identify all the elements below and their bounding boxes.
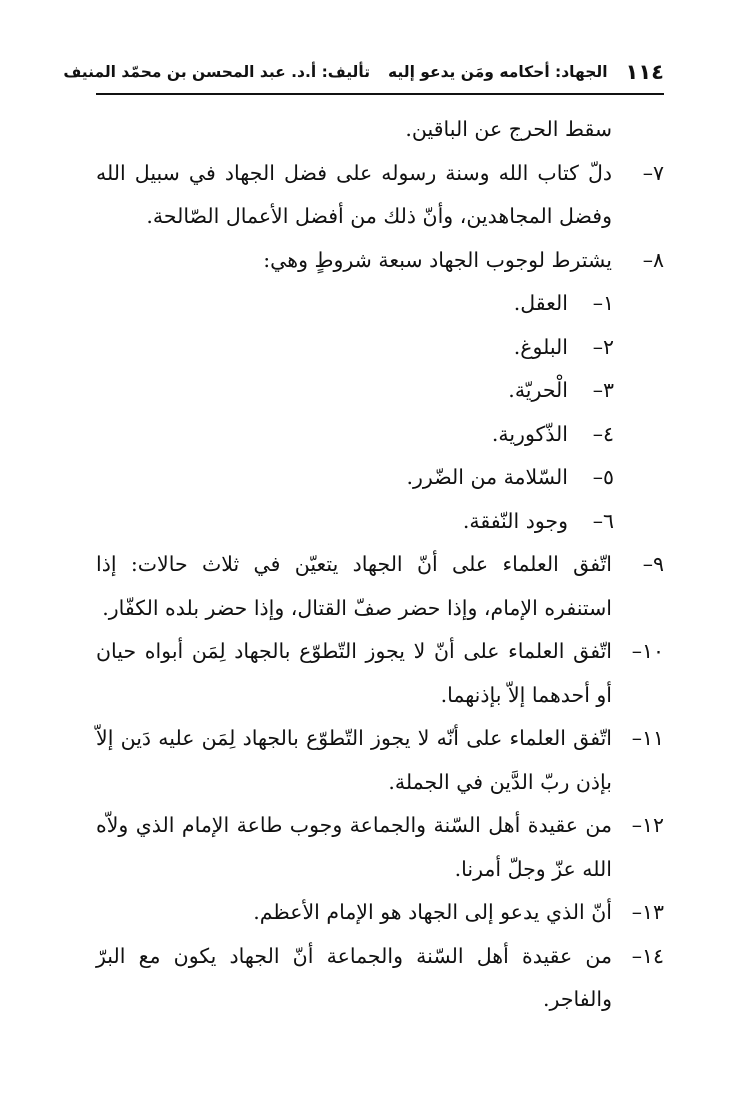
item-number: ١٠–	[631, 639, 664, 663]
list-item-12	[96, 804, 664, 891]
item-number: ١٣–	[631, 900, 664, 924]
item-text: دلّ كتاب الله وسنة رسوله على فضل الجهاد في سبيل الله وفضل المجاهدين، وأنّ ذلك من أفضل الأعمال الصّالحة.	[96, 160, 612, 228]
item-number: ١٢–	[631, 813, 664, 837]
item-number: ٧–	[642, 160, 664, 185]
condition-number: ٤–	[592, 421, 614, 446]
condition-text: البلوغ.	[513, 334, 568, 359]
condition-item	[96, 500, 664, 544]
condition-text: الْحريّة.	[508, 378, 568, 402]
list-item-13	[96, 891, 664, 935]
author-line: تأليف: أ.د. عبد المحسن بن محمّد المنيف	[63, 63, 371, 81]
condition-number: ٢–	[592, 334, 614, 359]
condition-number: ٥–	[592, 465, 614, 489]
condition-text: العقل.	[513, 291, 568, 315]
condition-text: وجود النّفقة.	[462, 508, 568, 533]
item-number: ١١–	[631, 726, 664, 750]
item-number: ١٤–	[631, 943, 664, 968]
running-header	[63, 52, 664, 92]
continued-line: سقط الحرج عن الباقين.	[405, 117, 612, 141]
item-text: يشترط لوجوب الجهاد سبعة شروطٍ وهي:	[263, 247, 612, 272]
condition-text: السّلامة من الضّرر.	[406, 465, 568, 489]
condition-item	[96, 413, 664, 457]
item-text: من عقيدة أهل السّنة والجماعة وجوب طاعة الإمام الذي ولاّه الله عزّ وجلّ أمرنا.	[96, 813, 612, 881]
list-item-10	[96, 630, 664, 717]
condition-item	[96, 456, 664, 500]
item-text: من عقيدة أهل السّنة والجماعة أنّ الجهاد يكون مع البرّ والفاجر.	[96, 943, 612, 1011]
item-number: ٨–	[642, 247, 664, 272]
page-number: ١١٤	[625, 60, 664, 84]
condition-item	[96, 326, 664, 370]
item-text: اتّفق العلماء على أنّ لا يجوز التّطوّع بالجهاد لِمَن أبواه حيان أو أحدهما إلاّ بإذنهما.	[96, 639, 612, 707]
condition-item	[96, 369, 664, 413]
condition-text: الذّكورية.	[491, 421, 568, 446]
condition-number: ٦–	[592, 508, 614, 533]
item-number: ٩–	[642, 552, 664, 576]
list-item-11	[96, 717, 664, 804]
page-body	[96, 108, 664, 1022]
condition-number: ١–	[592, 291, 614, 315]
book-title: الجهاد: أحكامه ومَن يدعو إليه	[388, 63, 608, 81]
item-text: أنّ الذي يدعو إلى الجهاد هو الإمام الأعظم.	[253, 900, 612, 924]
item-text: اتّفق العلماء على أنّ الجهاد يتعيّن في ثلاث حالات: إذا استنفره الإمام، وإذا حضر صفّ القتال، وإذا حضر بلده الكفّار.	[96, 552, 612, 620]
list-item-14	[96, 935, 664, 1022]
list-item-7	[96, 152, 664, 239]
condition-number: ٣–	[592, 378, 614, 402]
condition-item	[96, 282, 664, 326]
list-item-8	[96, 239, 664, 283]
header-rule	[96, 93, 664, 95]
list-item-9	[96, 543, 664, 630]
item-text: اتّفق العلماء على أنّه لا يجوز التّطوّع بالجهاد لِمَن عليه دَين إلاّ بإذن ربّ الدَّين في الجملة.	[96, 726, 612, 794]
